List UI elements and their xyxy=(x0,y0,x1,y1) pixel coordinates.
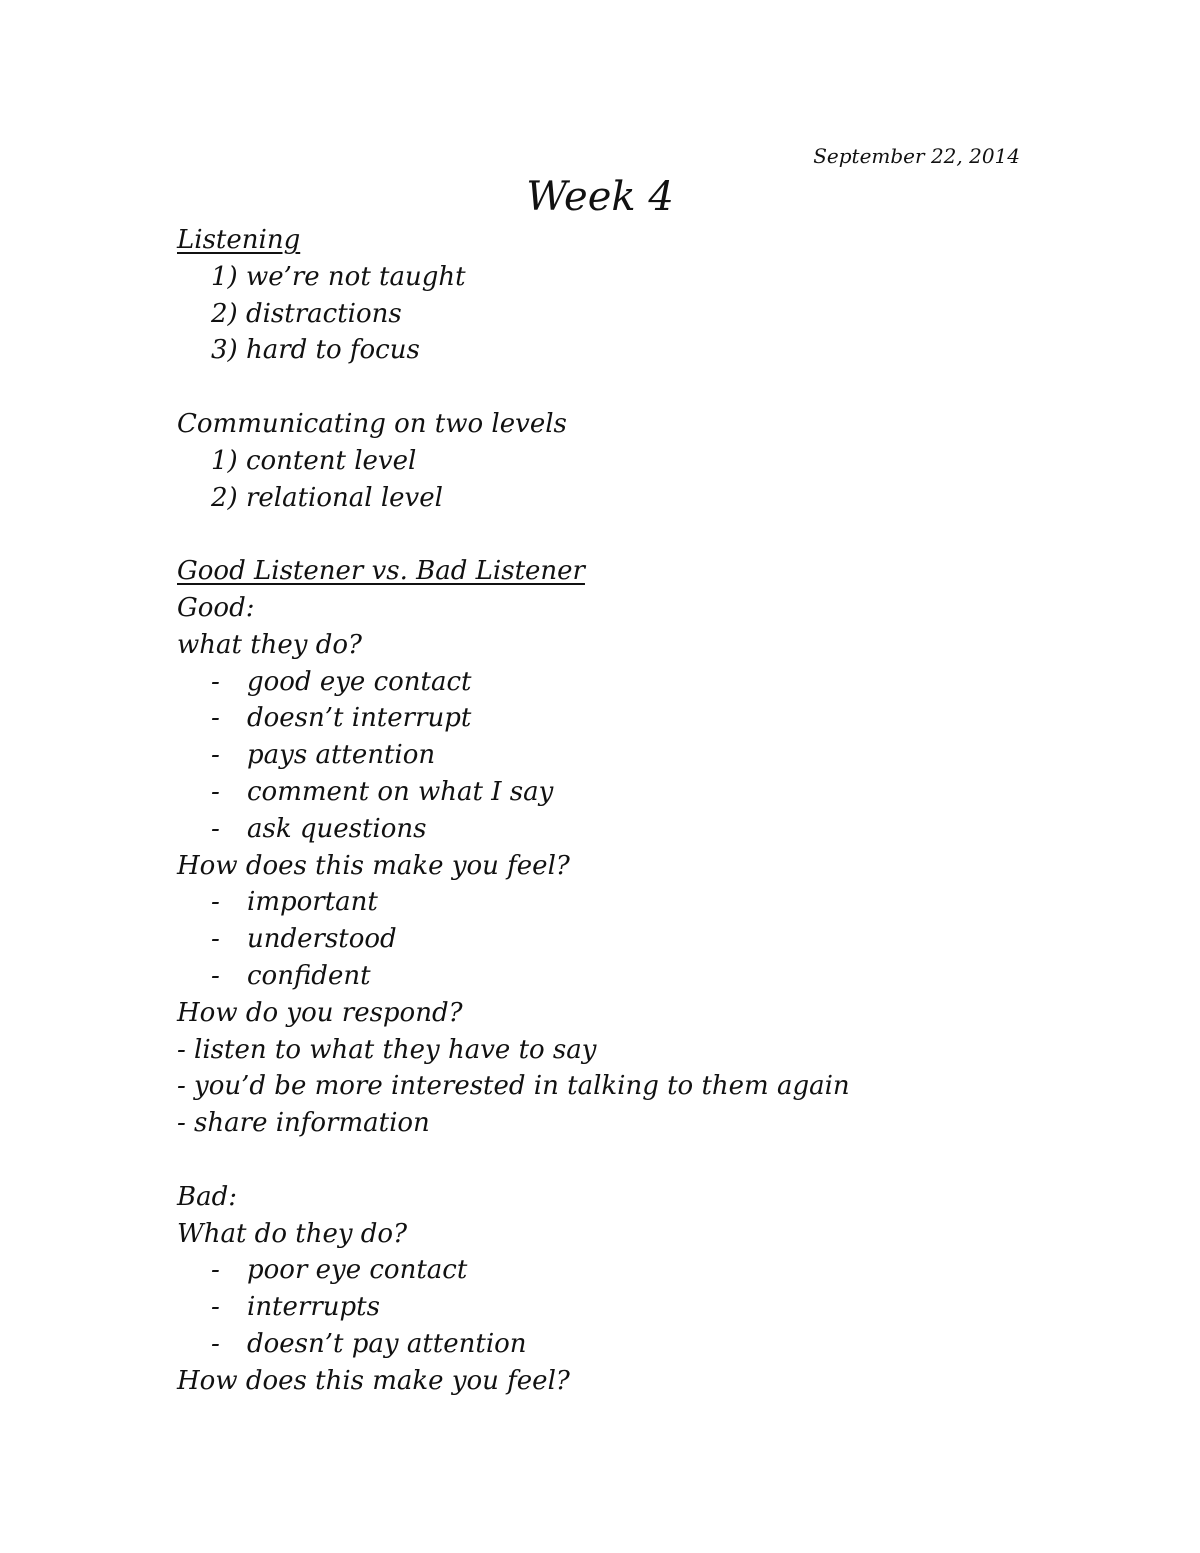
communicating-heading: Communicating on two levels xyxy=(177,408,567,439)
page-title: Week 4 xyxy=(526,174,674,220)
good-question-feel: How does this make you feel? xyxy=(177,850,570,881)
list-item: - ask questions xyxy=(211,813,427,844)
listening-item: 1) we’re not taught xyxy=(211,261,466,292)
spacer xyxy=(177,369,1037,406)
respond-item: - listen to what they have to say xyxy=(177,1034,597,1065)
list-item: - pays attention xyxy=(211,740,436,771)
spacer xyxy=(177,516,1037,553)
list-item: - poor eye contact xyxy=(211,1255,468,1286)
document-date: September 22, 2014 xyxy=(813,144,1020,168)
compare-heading: Good Listener vs. Bad Listener xyxy=(177,556,585,587)
list-item: - important xyxy=(211,887,378,918)
spacer xyxy=(177,1142,1037,1179)
listening-item: 3) hard to focus xyxy=(211,335,420,366)
notes-body xyxy=(177,222,1037,1400)
list-item: - understood xyxy=(211,924,397,955)
listening-heading: Listening xyxy=(177,225,301,255)
list-item: - comment on what I say xyxy=(211,776,554,807)
listening-item: 2) distractions xyxy=(211,298,402,329)
list-item: - doesn’t pay attention xyxy=(211,1328,527,1359)
bad-question-do: What do they do? xyxy=(177,1218,408,1249)
communicating-item: 1) content level xyxy=(211,445,417,476)
list-item: - confident xyxy=(211,960,371,991)
bad-label: Bad: xyxy=(177,1181,238,1212)
respond-item: - share information xyxy=(177,1108,430,1139)
list-item: - good eye contact xyxy=(211,666,472,697)
communicating-item: 2) relational level xyxy=(211,482,443,513)
good-question-respond: How do you respond? xyxy=(177,997,463,1028)
list-item: - doesn’t interrupt xyxy=(211,703,472,734)
bad-question-feel: How does this make you feel? xyxy=(177,1365,570,1396)
respond-item: - you’d be more interested in talking to them again xyxy=(177,1071,850,1102)
list-item: - interrupts xyxy=(211,1292,380,1323)
good-question-do: what they do? xyxy=(177,629,362,660)
good-label: Good: xyxy=(177,592,255,623)
